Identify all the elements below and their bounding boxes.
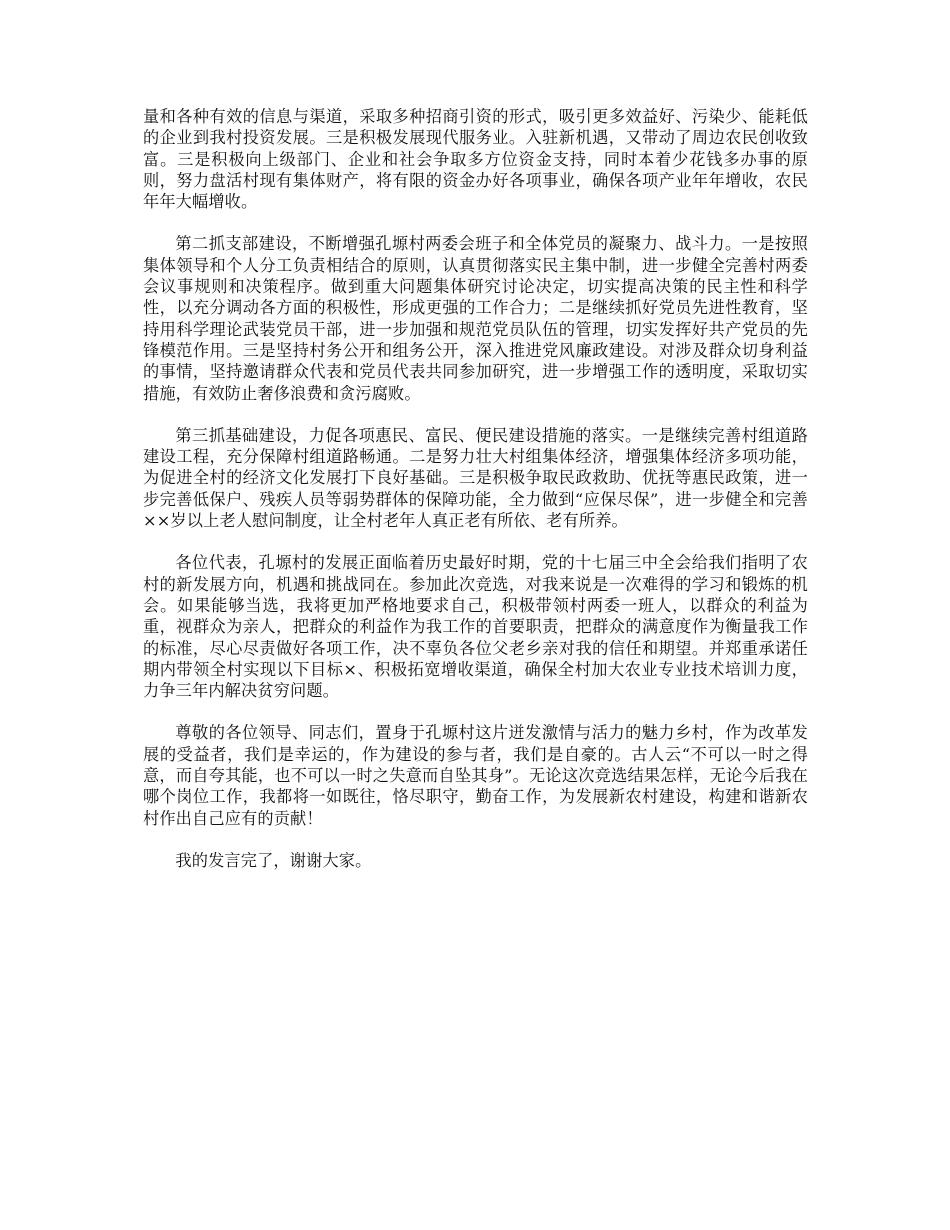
- paragraph-infrastructure: 第三抓基础建设，力促各项惠民、富民、便民建设措施的落实。一是继续完善村组道路建设工程，充分保障村组道路畅通。二是努力壮大村组集体经济，增强集体经济多项功能，为促进全村的经济文化发展打下良好基础。三是积极争取民政救助、优抚等惠民政策，进一步完善低保户、残疾人员等弱势群体的保障功能，全力做到“应保尽保”，进一步健全和完善××岁以上老人慰问制度，让全村老年人真正老有所依、老有所养。: [143, 425, 808, 531]
- paragraph-branch-building: 第二抓支部建设，不断增强孔塬村两委会班子和全体党员的凝聚力、战斗力。一是按照集体领导和个人分工负责相结合的原则，认真贯彻落实民主集中制，进一步健全完善村两委会议事规则和决策程序。做到重大问题集体研究讨论决定，切实提高决策的民主性和科学性，以充分调动各方面的积极性，形成更强的工作合力；二是继续抓好党员先进性教育，坚持用科学理论武装党员干部，进一步加强和规范党员队伍的管理，切实发挥好共产党员的先锋模范作用。三是坚持村务公开和组务公开，深入推进党风廉政建设。对涉及群众切身利益的事情，坚持邀请群众代表和党员代表共同参加研究，进一步增强工作的透明度，采取切实措施，有效防止奢侈浪费和贪污腐败。: [143, 234, 808, 403]
- document-page: [143, 106, 808, 892]
- paragraph-continuation: 量和各种有效的信息与渠道，采取多种招商引资的形式，吸引更多效益好、污染少、能耗低的企业到我村投资发展。三是积极发展现代服务业。入驻新机遇，又带动了周边农民创收致富。三是积极向上级部门、企业和社会争取多方位资金支持，同时本着少花钱多办事的原则，努力盘活村现有集体财产，将有限的资金办好各项事业，确保各项产业年年增收，农民年年大幅增收。: [143, 107, 808, 212]
- paragraph-closing-remarks: 尊敬的各位领导、同志们，置身于孔塬村这片迸发激情与活力的魅力乡村，作为改革发展的受益者，我们是幸运的，作为建设的参与者，我们是自豪的。古人云“不可以一时之得意，而自夸其能，也不可以一时之失意而自坠其身”。无论这次竞选结果怎样，无论今后我在哪个岗位工作，我都将一如既往，恪尽职守，勤奋工作，为发展新农村建设，构建和谐新农村作出自己应有的贡献！: [143, 723, 808, 828]
- paragraph-representatives: 各位代表，孔塬村的发展正面临着历史最好时期，党的十七届三中全会给我们指明了农村的新发展方向，机遇和挑战同在。参加此次竞选，对我来说是一次难得的学习和锻炼的机会。如果能够当选，我将更加严格地要求自己，积极带领村两委一班人，以群众的利益为重，视群众为亲人，把群众的利益作为我工作的首要职责，把群众的满意度作为衡量我工作的标准，尽心尽责做好各项工作，决不辜负各位父老乡亲对我的信任和期望。并郑重承诺任期内带领全村实现以下目标×、积极拓宽增收渠道，确保全村加大农业专业技术培训力度，力争三年内解决贫穷问题。: [143, 553, 808, 701]
- paragraph-thanks: 我的发言完了，谢谢大家。: [175, 850, 372, 870]
